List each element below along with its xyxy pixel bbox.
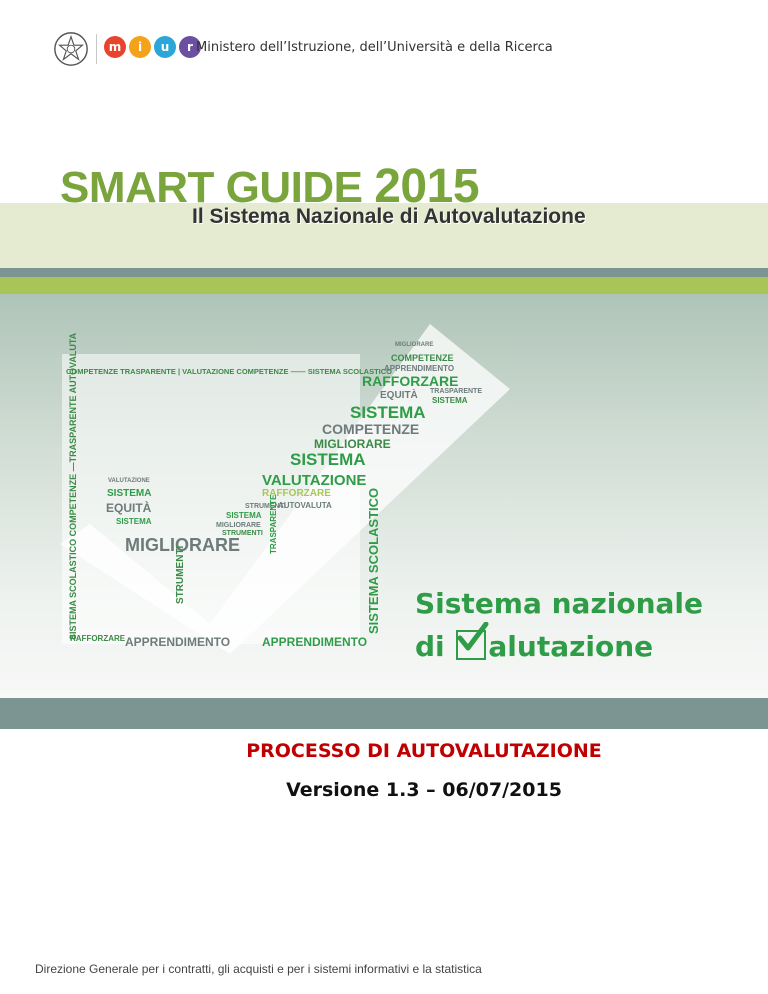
miur-letter-m: m xyxy=(104,36,126,58)
process-title: PROCESSO DI AUTOVALUTAZIONE xyxy=(246,740,602,762)
gray-divider-top xyxy=(0,268,768,277)
word-w13: RAFFORZARE xyxy=(262,488,331,499)
word-w3: APPRENDIMENTO xyxy=(384,364,455,373)
word-w19: MIGLIORARE xyxy=(125,535,240,555)
gray-divider-bottom xyxy=(0,698,768,729)
word-w15: AUTOVALUTA xyxy=(278,501,332,510)
header-divider xyxy=(96,34,97,64)
miur-letter-u: u xyxy=(154,36,176,58)
miur-letter-r: r xyxy=(179,36,201,58)
word-w24: STRUMENTI xyxy=(175,545,186,604)
version-label: Versione 1.3 – 06/07/2015 xyxy=(286,779,562,801)
word-bottom-2: APPRENDIMENTO xyxy=(125,635,231,649)
word-w8: SISTEMA xyxy=(350,403,426,422)
green-divider xyxy=(0,277,768,294)
word-bottom-1: RAFFORZARE xyxy=(70,634,126,643)
snv-logo-line1: Sistema nazionale xyxy=(415,587,703,620)
word-right-column: SISTEMA SCOLASTICO xyxy=(366,487,381,634)
word-w7: SISTEMA xyxy=(432,396,468,405)
word-w6: EQUITÀ xyxy=(380,390,418,401)
word-w17: MIGLIORARE xyxy=(216,522,261,529)
word-w5: TRASPARENTE xyxy=(430,388,482,395)
checkbox-check-icon xyxy=(456,630,486,660)
miur-letter-i: i xyxy=(129,36,151,58)
snv-logo-di: di xyxy=(415,630,445,663)
word-w2: COMPETENZE xyxy=(391,353,454,363)
word-w9: COMPETENZE xyxy=(322,421,420,437)
word-left-column: SISTEMA SCOLASTICO COMPETENZE —TRASPARENTE AUTOVALUTA xyxy=(68,332,78,640)
footer-text: Direzione Generale per i contratti, gli acquisti e per i sistemi informativi e la statistica xyxy=(35,962,482,976)
word-w10: MIGLIORARE xyxy=(314,437,391,451)
word-w20: SISTEMA xyxy=(107,488,152,499)
ministry-name: Ministero dell’Istruzione, dell’Università e della Ricerca xyxy=(196,40,553,55)
document-subtitle: Il Sistema Nazionale di Autovalutazione xyxy=(192,205,586,228)
word-top-row: COMPETENZE TRASPARENTE | VALUTAZIONE COMPETENZE —— SISTEMA SCOLASTICO xyxy=(66,367,392,376)
italian-emblem-icon xyxy=(52,30,90,68)
snv-logo-rest: alutazione xyxy=(488,630,654,663)
word-w18: STRUMENTI xyxy=(222,530,263,537)
word-w22: SISTEMA xyxy=(116,517,152,526)
word-w1: MIGLIORARE xyxy=(395,342,434,348)
miur-logo xyxy=(104,36,201,60)
word-w11: SISTEMA xyxy=(290,450,366,469)
word-w4: RAFFORZARE xyxy=(362,373,459,389)
header xyxy=(0,0,768,90)
word-w23: VALUTAZIONE xyxy=(108,478,150,484)
word-w21: EQUITÀ xyxy=(106,501,152,515)
document-title xyxy=(60,160,480,213)
snv-logo-line2 xyxy=(415,630,653,661)
hero-illustration xyxy=(0,294,768,698)
title-year: 2015 xyxy=(374,160,480,213)
word-w25: TRASPARENTE xyxy=(269,494,278,554)
title-main-text: SMART GUIDE xyxy=(60,163,375,212)
word-w14: STRUMENTI xyxy=(245,503,286,510)
word-w16: SISTEMA xyxy=(226,511,262,520)
word-w12: VALUTAZIONE xyxy=(262,472,367,489)
word-bottom-3: APPRENDIMENTO xyxy=(262,635,368,649)
